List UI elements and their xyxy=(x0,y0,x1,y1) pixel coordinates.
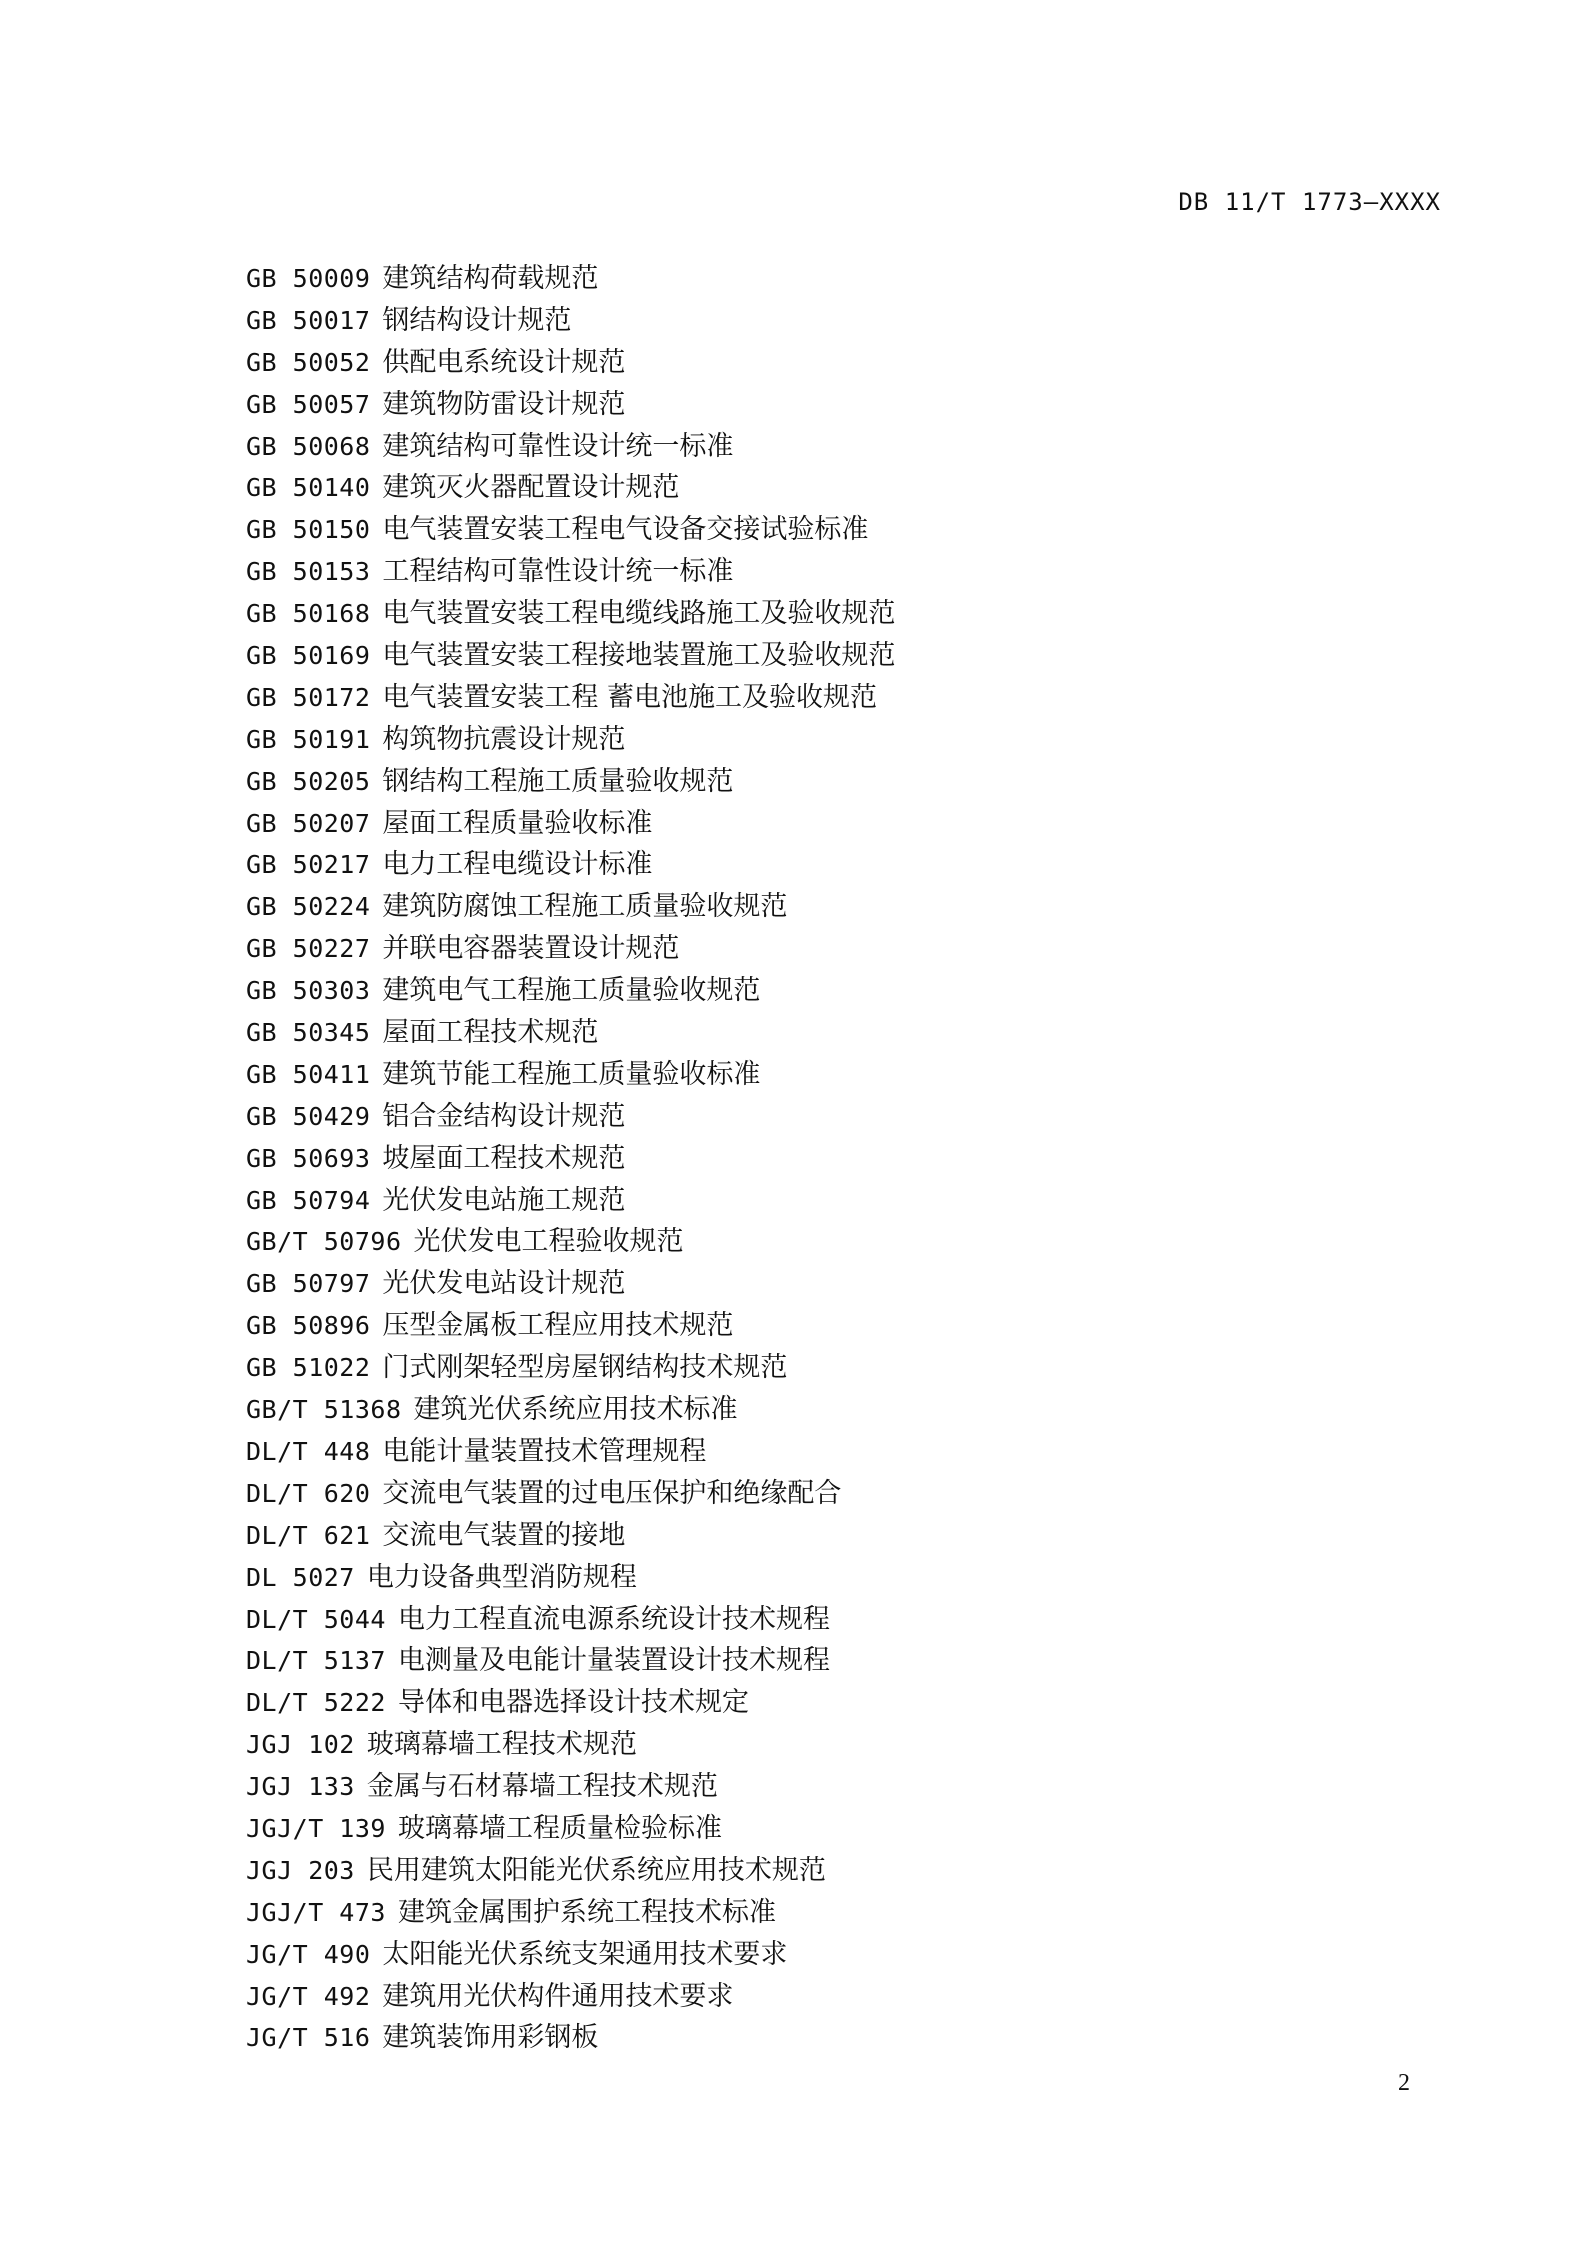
reference-item xyxy=(246,635,895,677)
reference-item xyxy=(246,1347,895,1389)
page-number: 2 xyxy=(1398,2070,1410,2096)
standard-title: 电气装置安装工程电缆线路施工及验收规范 xyxy=(382,598,896,630)
standard-title: 建筑防腐蚀工程施工质量验收规范 xyxy=(382,891,788,923)
reference-item xyxy=(246,886,895,928)
standard-title: 建筑电气工程施工质量验收规范 xyxy=(382,975,761,1007)
standard-code: JG/T 490 xyxy=(246,1939,371,1969)
standard-code: GB 50411 xyxy=(246,1059,371,1089)
standard-code: GB 50168 xyxy=(246,599,371,629)
standard-code: GB 50057 xyxy=(246,389,371,419)
reference-item xyxy=(246,1724,895,1766)
reference-item xyxy=(246,258,895,300)
standard-title: 玻璃幕墙工程质量检验标准 xyxy=(397,1812,722,1844)
standard-title: 建筑结构荷载规范 xyxy=(382,263,599,294)
standard-code: GB 50797 xyxy=(246,1269,371,1299)
reference-item xyxy=(246,1180,895,1222)
standard-code: JGJ 102 xyxy=(246,1730,355,1760)
reference-item xyxy=(246,1599,895,1641)
standard-title: 电气装置安装工程接地装置施工及验收规范 xyxy=(382,640,896,672)
standard-code: GB 50303 xyxy=(246,976,371,1006)
standard-title: 电力设备典型消防规程 xyxy=(366,1561,637,1593)
standard-code: DL/T 5137 xyxy=(246,1646,386,1676)
standard-code: GB 50052 xyxy=(246,347,371,377)
standard-code: GB 50794 xyxy=(246,1185,371,1215)
standard-code: GB 50169 xyxy=(246,641,371,671)
standard-title: 导体和电器选择设计技术规定 xyxy=(397,1687,749,1719)
standard-title: 工程结构可靠性设计统一标准 xyxy=(382,556,734,588)
standard-title: 压型金属板工程应用技术规范 xyxy=(382,1310,734,1342)
standard-code: GB 50205 xyxy=(246,766,371,796)
reference-item xyxy=(246,928,895,970)
standard-code: DL/T 5222 xyxy=(246,1688,386,1718)
reference-item xyxy=(246,342,895,384)
reference-item xyxy=(246,2017,895,2059)
standard-code: JG/T 516 xyxy=(246,2023,371,2053)
reference-item xyxy=(246,1263,895,1305)
reference-item xyxy=(246,677,895,719)
standard-title: 电气装置安装工程电气设备交接试验标准 xyxy=(382,514,869,546)
standard-title: 建筑节能工程施工质量验收标准 xyxy=(382,1058,761,1090)
reference-item xyxy=(246,803,895,845)
standard-title: 交流电气装置的过电压保护和绝缘配合 xyxy=(382,1477,842,1509)
standard-title: 民用建筑太阳能光伏系统应用技术规范 xyxy=(366,1854,826,1886)
standard-code: GB 50153 xyxy=(246,557,371,587)
reference-item xyxy=(246,1766,895,1808)
standard-code: DL/T 5044 xyxy=(246,1604,386,1634)
reference-item xyxy=(246,1515,895,1557)
standard-title: 电能计量装置技术管理规程 xyxy=(382,1435,707,1467)
standard-code: JGJ 203 xyxy=(246,1855,355,1885)
reference-item xyxy=(246,1473,895,1515)
standard-title: 电力工程电缆设计标准 xyxy=(382,849,653,881)
standard-title: 构筑物抗震设计规范 xyxy=(382,723,626,755)
standard-code: GB 50693 xyxy=(246,1143,371,1173)
standard-title: 光伏发电站施工规范 xyxy=(382,1184,626,1216)
standard-code: JGJ/T 139 xyxy=(246,1813,386,1843)
reference-item xyxy=(246,384,895,426)
standard-title: 坡屋面工程技术规范 xyxy=(382,1142,626,1174)
standard-code: GB 50227 xyxy=(246,934,371,964)
standard-code: GB 51022 xyxy=(246,1353,371,1383)
standard-code: GB 50191 xyxy=(246,724,371,754)
reference-item xyxy=(246,1054,895,1096)
standard-title: 建筑灭火器配置设计规范 xyxy=(382,472,680,504)
standard-code: GB/T 51368 xyxy=(246,1395,402,1425)
reference-item xyxy=(246,1012,895,1054)
standard-code: DL 5027 xyxy=(246,1562,355,1592)
standard-code: GB 50068 xyxy=(246,431,371,461)
standard-title: 屋面工程技术规范 xyxy=(382,1017,599,1049)
reference-item xyxy=(246,1389,895,1431)
standard-code: GB 50140 xyxy=(246,473,371,503)
standard-title: 金属与石材幕墙工程技术规范 xyxy=(366,1771,718,1803)
standard-code: JGJ/T 473 xyxy=(246,1897,386,1927)
reference-item xyxy=(246,1934,895,1976)
standard-code: GB 50017 xyxy=(246,305,371,335)
standard-title: 门式刚架轻型房屋钢结构技术规范 xyxy=(382,1352,788,1384)
standard-code: DL/T 620 xyxy=(246,1478,371,1508)
reference-item xyxy=(246,1850,895,1892)
standard-title: 太阳能光伏系统支架通用技术要求 xyxy=(382,1938,788,1970)
reference-item xyxy=(246,1096,895,1138)
normative-reference-list xyxy=(246,258,895,2059)
standard-title: 建筑金属围护系统工程技术标准 xyxy=(397,1896,776,1928)
reference-item xyxy=(246,467,895,509)
reference-item xyxy=(246,593,895,635)
reference-item xyxy=(246,426,895,468)
standard-title: 建筑结构可靠性设计统一标准 xyxy=(382,430,734,462)
reference-item xyxy=(246,1305,895,1347)
standard-code: JG/T 492 xyxy=(246,1981,371,2011)
standard-title: 电测量及电能计量装置设计技术规程 xyxy=(397,1645,830,1677)
standard-code: JGJ 133 xyxy=(246,1772,355,1802)
standard-code: GB/T 50796 xyxy=(246,1227,402,1257)
standard-code: GB 50896 xyxy=(246,1311,371,1341)
standard-title: 铝合金结构设计规范 xyxy=(382,1100,626,1132)
reference-item xyxy=(246,509,895,551)
standard-title: 钢结构工程施工质量验收规范 xyxy=(382,765,734,797)
standard-title: 供配电系统设计规范 xyxy=(382,346,626,378)
standard-title: 交流电气装置的接地 xyxy=(382,1519,626,1551)
standard-title: 并联电容器装置设计规范 xyxy=(382,933,680,965)
reference-item xyxy=(246,1892,895,1934)
standard-code: DL/T 448 xyxy=(246,1436,371,1466)
standard-title: 光伏发电工程验收规范 xyxy=(413,1226,684,1258)
document-code-header: DB 11/T 1773—XXXX xyxy=(1178,188,1441,216)
reference-item xyxy=(246,1557,895,1599)
standard-code: GB 50224 xyxy=(246,892,371,922)
reference-item xyxy=(246,1431,895,1473)
reference-item xyxy=(246,761,895,803)
standard-code: GB 50207 xyxy=(246,808,371,838)
standard-title: 建筑光伏系统应用技术标准 xyxy=(413,1394,738,1426)
reference-item xyxy=(246,300,895,342)
standard-title: 建筑物防雷设计规范 xyxy=(382,388,626,420)
standard-title: 电气装置安装工程 蓄电池施工及验收规范 xyxy=(382,681,878,713)
reference-item xyxy=(246,1808,895,1850)
reference-item xyxy=(246,1138,895,1180)
reference-item xyxy=(246,1221,895,1263)
reference-item xyxy=(246,844,895,886)
standard-title: 钢结构设计规范 xyxy=(382,304,572,336)
reference-item xyxy=(246,970,895,1012)
standard-code: GB 50429 xyxy=(246,1101,371,1131)
standard-code: GB 50009 xyxy=(246,264,371,293)
standard-title: 电力工程直流电源系统设计技术规程 xyxy=(397,1603,830,1635)
standard-title: 光伏发电站设计规范 xyxy=(382,1268,626,1300)
standard-title: 屋面工程质量验收标准 xyxy=(382,807,653,839)
reference-item xyxy=(246,1976,895,2018)
standard-code: GB 50217 xyxy=(246,850,371,880)
standard-code: GB 50345 xyxy=(246,1018,371,1048)
standard-title: 建筑装饰用彩钢板 xyxy=(382,2022,599,2054)
reference-item xyxy=(246,1640,895,1682)
reference-item xyxy=(246,719,895,761)
standard-title: 玻璃幕墙工程技术规范 xyxy=(366,1729,637,1761)
standard-code: GB 50172 xyxy=(246,682,371,712)
standard-code: DL/T 621 xyxy=(246,1520,371,1550)
standard-code: GB 50150 xyxy=(246,515,371,545)
reference-item xyxy=(246,1682,895,1724)
reference-item xyxy=(246,551,895,593)
standard-title: 建筑用光伏构件通用技术要求 xyxy=(382,1980,734,2012)
